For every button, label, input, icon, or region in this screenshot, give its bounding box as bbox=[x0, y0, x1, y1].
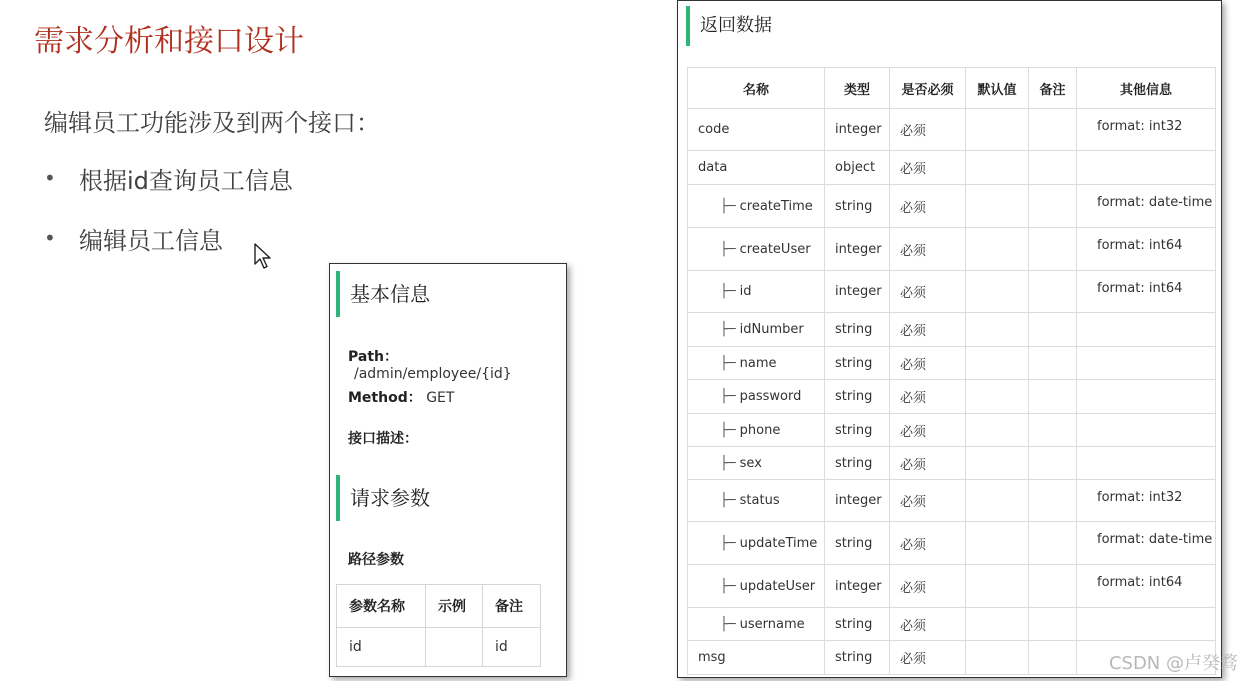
field-note-cell bbox=[1029, 414, 1077, 447]
table-row bbox=[688, 185, 1216, 228]
column-header: 是否必须 bbox=[890, 68, 966, 109]
column-header: 备注 bbox=[1029, 68, 1077, 109]
field-default-cell bbox=[966, 380, 1029, 414]
field-name-text: createTime bbox=[739, 198, 813, 214]
field-note-cell bbox=[1029, 565, 1077, 608]
field-default-cell bbox=[966, 480, 1029, 522]
bullet-dot-icon: • bbox=[44, 166, 56, 190]
field-name-cell bbox=[688, 185, 825, 228]
field-type-cell: integer bbox=[825, 480, 890, 522]
field-default-cell bbox=[966, 271, 1029, 313]
field-required-cell: 必须 bbox=[890, 480, 966, 522]
field-required-cell: 必须 bbox=[890, 565, 966, 608]
field-default-cell bbox=[966, 185, 1029, 228]
field-name-text: code bbox=[698, 122, 730, 137]
api-basic-info-panel bbox=[329, 263, 567, 677]
field-name-cell bbox=[688, 447, 825, 480]
field-type-cell: integer bbox=[825, 565, 890, 608]
field-required-cell: 必须 bbox=[890, 447, 966, 480]
field-name-text: username bbox=[739, 616, 805, 632]
column-header: 其他信息 bbox=[1077, 68, 1216, 109]
field-required-cell: 必须 bbox=[890, 608, 966, 641]
bullet-text: 根据id查询员工信息 bbox=[79, 166, 293, 195]
field-extra-cell: format: date-time bbox=[1077, 522, 1216, 565]
field-required-cell: 必须 bbox=[890, 522, 966, 565]
table-row bbox=[688, 313, 1216, 347]
mouse-pointer-icon bbox=[253, 242, 273, 270]
field-note-cell bbox=[1029, 151, 1077, 185]
field-name-text: updateUser bbox=[739, 578, 816, 594]
field-name-cell bbox=[688, 522, 825, 565]
field-required-cell: 必须 bbox=[890, 185, 966, 228]
field-name-text: idNumber bbox=[739, 322, 804, 337]
tree-branch-icon: ├─ bbox=[720, 322, 736, 337]
field-name-cell bbox=[688, 608, 825, 641]
field-type-cell: string bbox=[825, 185, 890, 228]
tree-branch-icon: ├─ bbox=[720, 616, 736, 632]
field-type-cell: string bbox=[825, 313, 890, 347]
field-required-cell: 必须 bbox=[890, 228, 966, 271]
field-name-cell bbox=[688, 565, 825, 608]
basic-info-heading: 基本信息 bbox=[336, 271, 430, 317]
tree-branch-icon: ├─ bbox=[720, 355, 736, 371]
path-params-heading: 路径参数 bbox=[348, 552, 404, 568]
table-header-row bbox=[688, 68, 1216, 109]
field-default-cell bbox=[966, 414, 1029, 447]
field-name-cell bbox=[688, 228, 825, 271]
field-required-cell: 必须 bbox=[890, 414, 966, 447]
field-type-cell: string bbox=[825, 447, 890, 480]
desc-row bbox=[348, 428, 418, 448]
field-note-cell bbox=[1029, 313, 1077, 347]
field-default-cell bbox=[966, 565, 1029, 608]
field-note-cell bbox=[1029, 641, 1077, 675]
field-note-cell bbox=[1029, 228, 1077, 271]
field-name-cell bbox=[688, 151, 825, 185]
field-name-cell bbox=[688, 347, 825, 380]
table-row bbox=[688, 151, 1216, 185]
column-header: 默认值 bbox=[966, 68, 1029, 109]
desc-label: 接口描述： bbox=[348, 431, 418, 447]
field-extra-cell: format: int64 bbox=[1077, 271, 1216, 313]
field-type-cell: string bbox=[825, 608, 890, 641]
field-required-cell: 必须 bbox=[890, 151, 966, 185]
path-row bbox=[348, 346, 566, 382]
column-header: 类型 bbox=[825, 68, 890, 109]
field-note-cell bbox=[1029, 480, 1077, 522]
field-default-cell bbox=[966, 109, 1029, 151]
tree-branch-icon: ├─ bbox=[720, 284, 736, 299]
field-extra-cell bbox=[1077, 313, 1216, 347]
param-example-cell bbox=[426, 628, 483, 667]
bullet-dot-icon: • bbox=[44, 226, 56, 250]
field-extra-cell: format: date-time bbox=[1077, 185, 1216, 228]
field-extra-cell bbox=[1077, 447, 1216, 480]
field-extra-cell bbox=[1077, 151, 1216, 185]
field-default-cell bbox=[966, 347, 1029, 380]
field-extra-cell: format: int32 bbox=[1077, 109, 1216, 151]
table-header-row bbox=[337, 585, 541, 628]
field-default-cell bbox=[966, 228, 1029, 271]
field-extra-cell: format: int32 bbox=[1077, 480, 1216, 522]
column-header: 名称 bbox=[688, 68, 825, 109]
field-name-cell bbox=[688, 414, 825, 447]
tree-branch-icon: ├─ bbox=[720, 422, 736, 438]
field-name-text: status bbox=[739, 493, 780, 508]
table-row bbox=[688, 447, 1216, 480]
field-default-cell bbox=[966, 641, 1029, 675]
path-params-table bbox=[336, 584, 541, 667]
field-note-cell bbox=[1029, 380, 1077, 414]
field-default-cell bbox=[966, 151, 1029, 185]
response-table bbox=[687, 67, 1216, 675]
field-note-cell bbox=[1029, 522, 1077, 565]
field-type-cell: integer bbox=[825, 109, 890, 151]
field-extra-cell bbox=[1077, 414, 1216, 447]
field-name-text: sex bbox=[739, 455, 762, 471]
field-name-cell bbox=[688, 641, 825, 675]
field-name-text: password bbox=[739, 389, 802, 404]
request-params-heading: 请求参数 bbox=[336, 475, 430, 521]
table-row bbox=[688, 565, 1216, 608]
field-default-cell bbox=[966, 313, 1029, 347]
field-default-cell bbox=[966, 522, 1029, 565]
field-note-cell bbox=[1029, 447, 1077, 480]
field-name-text: name bbox=[739, 355, 777, 371]
tree-branch-icon: ├─ bbox=[720, 455, 736, 471]
table-row bbox=[688, 480, 1216, 522]
field-name-text: createUser bbox=[739, 241, 811, 257]
watermark: CSDN @卢癸骛 bbox=[1108, 653, 1238, 674]
field-name-text: phone bbox=[739, 422, 781, 438]
field-name-text: id bbox=[739, 284, 752, 299]
response-heading: 返回数据 bbox=[686, 6, 772, 46]
field-type-cell: integer bbox=[825, 228, 890, 271]
field-note-cell bbox=[1029, 185, 1077, 228]
field-name-cell bbox=[688, 380, 825, 414]
intro-text: 编辑员工功能涉及到两个接口： bbox=[44, 109, 380, 137]
tree-branch-icon: ├─ bbox=[720, 578, 736, 594]
table-row bbox=[688, 608, 1216, 641]
field-type-cell: string bbox=[825, 414, 890, 447]
field-note-cell bbox=[1029, 608, 1077, 641]
field-extra-cell bbox=[1077, 347, 1216, 380]
field-default-cell bbox=[966, 447, 1029, 480]
table-row bbox=[688, 109, 1216, 151]
field-note-cell bbox=[1029, 271, 1077, 313]
field-required-cell: 必须 bbox=[890, 271, 966, 313]
field-name-text: data bbox=[698, 160, 728, 175]
method-value: GET bbox=[426, 390, 455, 406]
field-type-cell: string bbox=[825, 347, 890, 380]
field-name-cell bbox=[688, 109, 825, 151]
tree-branch-icon: ├─ bbox=[720, 389, 736, 404]
table-row bbox=[688, 380, 1216, 414]
field-name-text: msg bbox=[698, 650, 726, 665]
field-note-cell bbox=[1029, 347, 1077, 380]
field-name-cell bbox=[688, 313, 825, 347]
field-type-cell: integer bbox=[825, 271, 890, 313]
field-extra-cell bbox=[1077, 380, 1216, 414]
table-row bbox=[688, 271, 1216, 313]
field-type-cell: object bbox=[825, 151, 890, 185]
field-type-cell: string bbox=[825, 522, 890, 565]
path-label: Path： bbox=[348, 349, 398, 365]
table-row bbox=[688, 347, 1216, 380]
api-response-panel bbox=[677, 0, 1222, 678]
slide-title: 需求分析和接口设计 bbox=[34, 24, 304, 59]
bullet-item bbox=[44, 160, 293, 196]
column-header: 备注 bbox=[483, 585, 541, 628]
field-note-cell bbox=[1029, 109, 1077, 151]
tree-branch-icon: ├─ bbox=[720, 493, 736, 508]
field-required-cell: 必须 bbox=[890, 109, 966, 151]
table-row bbox=[688, 228, 1216, 271]
field-required-cell: 必须 bbox=[890, 380, 966, 414]
field-default-cell bbox=[966, 608, 1029, 641]
tree-branch-icon: ├─ bbox=[720, 241, 736, 257]
param-name-cell: id bbox=[337, 628, 426, 667]
method-label: Method： bbox=[348, 390, 422, 406]
field-type-cell: string bbox=[825, 380, 890, 414]
field-required-cell: 必须 bbox=[890, 347, 966, 380]
column-header: 参数名称 bbox=[337, 585, 426, 628]
field-type-cell: string bbox=[825, 641, 890, 675]
field-extra-cell: format: int64 bbox=[1077, 228, 1216, 271]
path-value: /admin/employee/{id} bbox=[354, 366, 512, 382]
field-name-cell bbox=[688, 480, 825, 522]
table-row bbox=[337, 628, 541, 667]
tree-branch-icon: ├─ bbox=[720, 198, 736, 214]
param-note-cell: id bbox=[483, 628, 541, 667]
field-required-cell: 必须 bbox=[890, 313, 966, 347]
bullet-text: 编辑员工信息 bbox=[79, 226, 223, 255]
column-header: 示例 bbox=[426, 585, 483, 628]
field-required-cell: 必须 bbox=[890, 641, 966, 675]
table-row bbox=[688, 414, 1216, 447]
field-extra-cell: format: int64 bbox=[1077, 565, 1216, 608]
field-name-text: updateTime bbox=[739, 535, 818, 551]
method-row bbox=[348, 387, 454, 407]
tree-branch-icon: ├─ bbox=[720, 535, 736, 551]
field-name-cell bbox=[688, 271, 825, 313]
field-extra-cell bbox=[1077, 608, 1216, 641]
table-row bbox=[688, 522, 1216, 565]
